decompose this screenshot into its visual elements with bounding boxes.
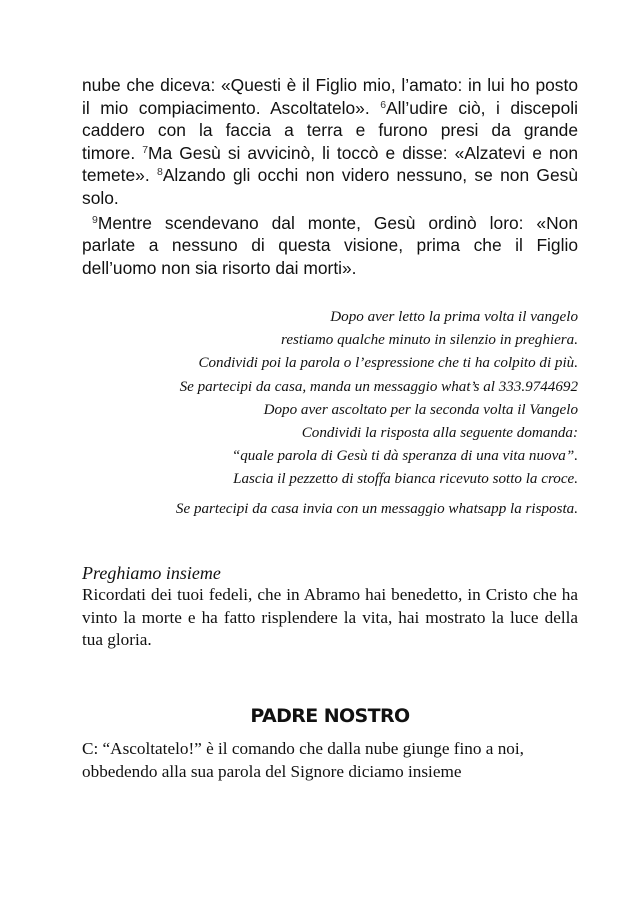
instruction-line: Se partecipi da casa, manda un messaggio what’s al 333.9744692 [179,378,578,395]
prayer-heading: Preghiamo insieme [82,563,221,583]
closing-line: C: “Ascoltatelo!” è il comando che dalla nube giunge fino a noi, [82,739,524,758]
our-father-heading: PADRE NOSTRO [250,705,410,727]
gospel-text: Alzando gli occhi non videro nessuno, se non Gesù solo. [82,165,578,208]
instruction-line: “quale parola di Gesù ti dà speranza di una vita nuova”. [231,448,578,465]
closing-text [82,738,582,783]
instructions-block [110,306,578,521]
gospel-text: nube che diceva: «Questi è il Figlio mio, l’amato: in lui ho posto il mio compiacimento. Ascoltatelo». [82,75,578,118]
instruction-line: Dopo aver ascoltato per la seconda volta il Vangelo [263,401,578,418]
gospel-passage [82,74,578,279]
gospel-paragraph [82,212,578,280]
gospel-paragraph [82,74,578,210]
instruction-line: Dopo aver letto la prima volta il vangelo [330,309,578,325]
verse-number: 7 [142,143,149,156]
gospel-text: Ma Gesù si avvicinò, li toccò e disse: «Alzatevi e non temete». [82,142,578,186]
instruction-line: Lascia il pezzetto di stoffa bianca ricevuto sotto la croce. [233,471,578,488]
instruction-line: Se partecipi da casa invia con un messaggio whatsapp la risposta. [175,500,578,517]
verse-number: 8 [156,166,163,179]
instruction-line: Condividi poi la parola o l’espressione che ti ha colpito di più. [198,355,578,372]
instruction-line: restiamo qualche minuto in silenzio in preghiera. [281,332,578,349]
gospel-text: All’udire ciò, i discepoli caddero con la faccia a terra e furono presi da grande timore. [82,97,578,163]
prayer-text: Ricordati dei tuoi fedeli, che in Abramo hai benedetto, in Cristo che ha vinto la morte e ha fatto risplendere la vita, hai mostrato la luce della tua gloria. [82,585,578,649]
gospel-text: Mentre scendevano dal monte, Gesù ordinò loro: «Non parlate a nessuno di questa visione, prima che il Figlio dell’uomo non sia risorto dai morti». [82,212,578,278]
verse-number: 9 [92,213,98,226]
instruction-line: Condividi la risposta alla seguente domanda: [301,425,578,442]
closing-line: obbedendo alla sua parola del Signore diciamo insieme [82,761,462,781]
verse-number: 6 [380,98,387,111]
